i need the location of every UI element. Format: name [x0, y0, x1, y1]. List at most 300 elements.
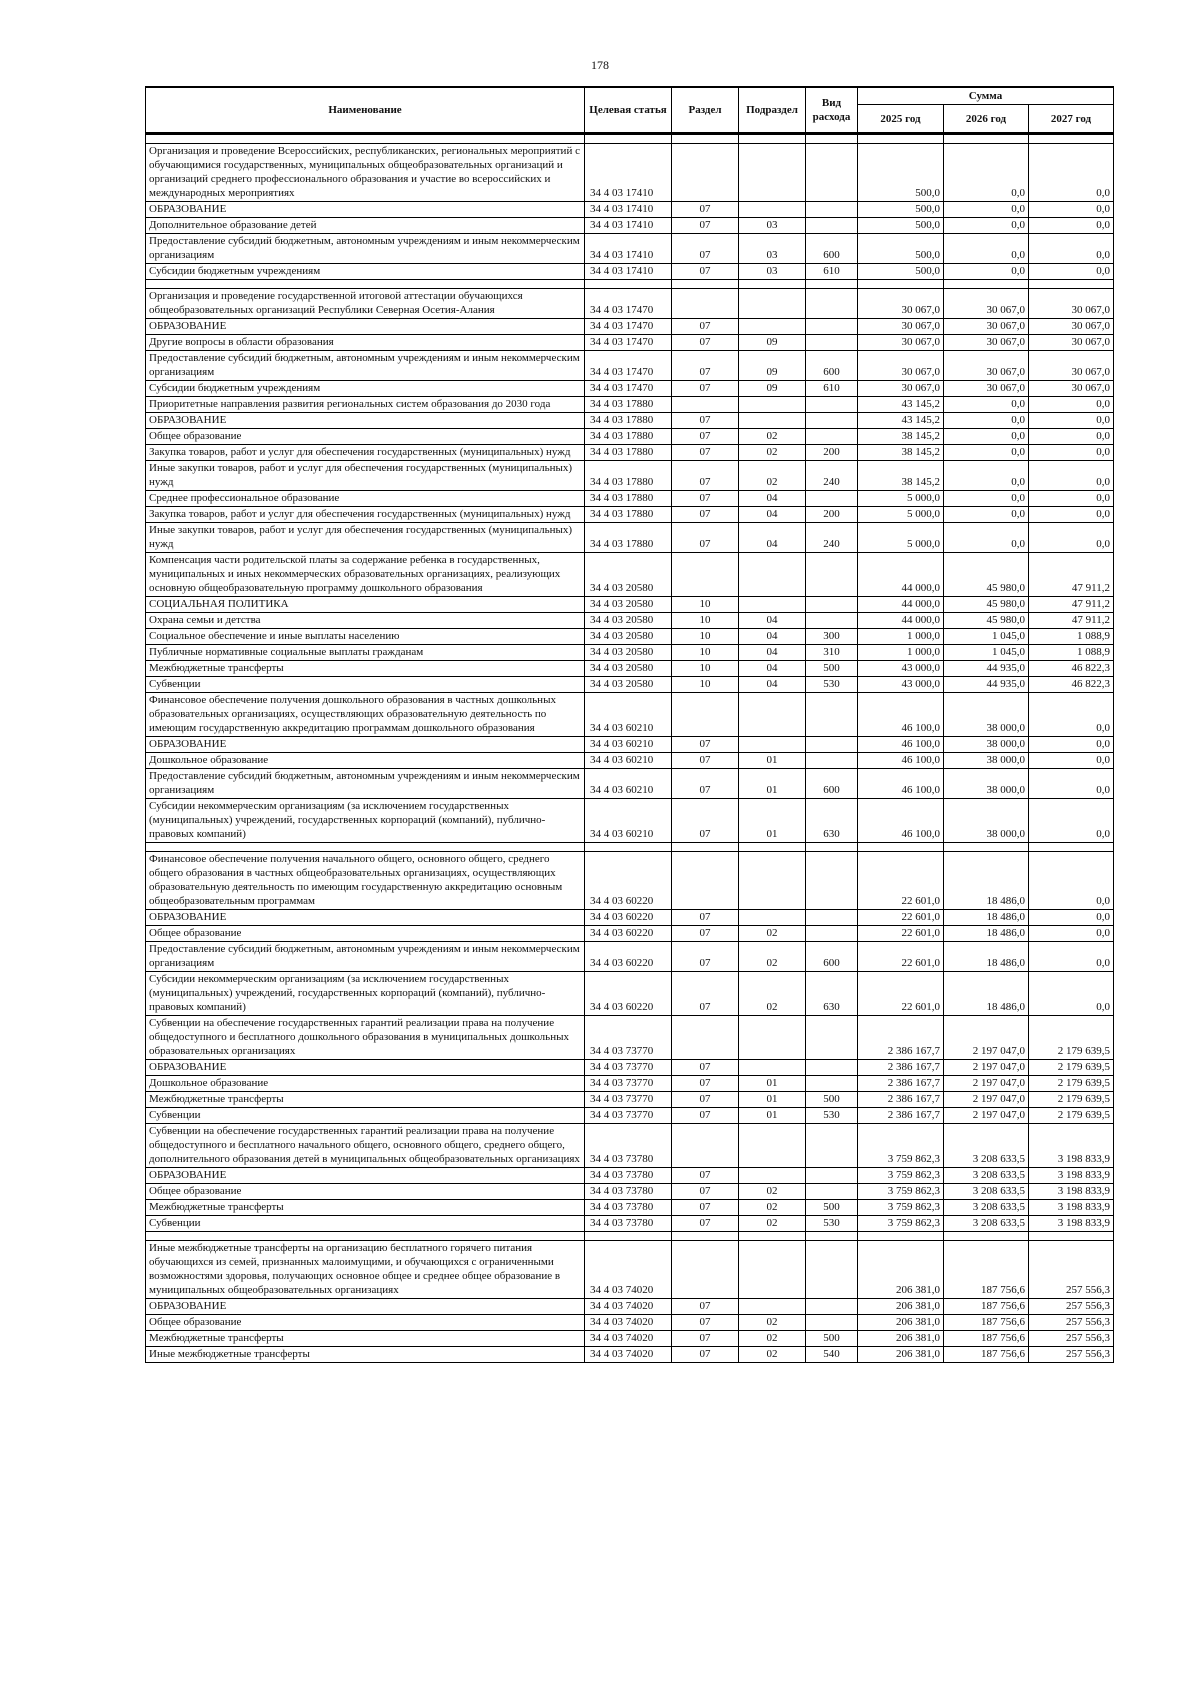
row-expense-type [806, 202, 858, 218]
spacer-cell [146, 1232, 585, 1241]
row-target-article: 34 4 03 17880 [585, 445, 672, 461]
row-section: 07 [672, 753, 739, 769]
row-amount-2025: 500,0 [858, 264, 944, 280]
row-amount-2026: 0,0 [944, 507, 1029, 523]
row-target-article: 34 4 03 17470 [585, 351, 672, 381]
row-target-article: 34 4 03 74020 [585, 1315, 672, 1331]
row-amount-2027: 30 067,0 [1029, 335, 1114, 351]
row-name: Субсидии некоммерческим организациям (за исключением государственных (муниципальных) учреждений, государственных корпораций (компаний), публично-правовых компаний) [146, 799, 585, 843]
row-target-article: 34 4 03 73770 [585, 1016, 672, 1060]
row-amount-2026: 0,0 [944, 144, 1029, 202]
row-section: 07 [672, 942, 739, 972]
row-subsection [739, 553, 806, 597]
row-amount-2025: 5 000,0 [858, 523, 944, 553]
row-expense-type [806, 737, 858, 753]
row-amount-2026: 187 756,6 [944, 1299, 1029, 1315]
row-target-article: 34 4 03 17880 [585, 461, 672, 491]
row-target-article: 34 4 03 60220 [585, 852, 672, 910]
row-name: Дошкольное образование [146, 1076, 585, 1092]
row-name: Иные закупки товаров, работ и услуг для обеспечения государственных (муниципальных) нужд [146, 461, 585, 491]
row-name: Субвенции на обеспечение государственных гарантий реализации права на получение общедоступного и бесплатного дошкольного образования в муниципальных дошкольных образовательных организациях [146, 1016, 585, 1060]
table-row [146, 461, 1114, 491]
row-subsection [739, 202, 806, 218]
row-target-article: 34 4 03 60220 [585, 972, 672, 1016]
row-amount-2025: 500,0 [858, 144, 944, 202]
row-name: Среднее профессиональное образование [146, 491, 585, 507]
row-name: Общее образование [146, 1315, 585, 1331]
table-row [146, 397, 1114, 413]
row-target-article: 34 4 03 17880 [585, 397, 672, 413]
table-row [146, 335, 1114, 351]
row-amount-2027: 0,0 [1029, 972, 1114, 1016]
row-name: Организация и проведение Всероссийских, республиканских, региональных мероприятий с обучающимися государственных, муниципальных общеобразовательных организаций и организаций среднего профессионального образования и участие во всероссийских и международных мероприятиях [146, 144, 585, 202]
table-row [146, 1331, 1114, 1347]
row-amount-2026: 30 067,0 [944, 335, 1029, 351]
row-target-article: 34 4 03 17410 [585, 218, 672, 234]
table-row [146, 202, 1114, 218]
row-name: Социальное обеспечение и иные выплаты населению [146, 629, 585, 645]
row-target-article: 34 4 03 17880 [585, 413, 672, 429]
row-subsection: 02 [739, 461, 806, 491]
spacer-cell [1029, 134, 1114, 144]
table-row [146, 1184, 1114, 1200]
table-row [146, 677, 1114, 693]
row-name: Межбюджетные трансферты [146, 1092, 585, 1108]
row-expense-type [806, 144, 858, 202]
spacer-cell [672, 280, 739, 289]
row-target-article: 34 4 03 20580 [585, 645, 672, 661]
row-section: 07 [672, 972, 739, 1016]
row-name: Субсидии некоммерческим организациям (за исключением государственных (муниципальных) учреждений, государственных корпораций (компаний), публично-правовых компаний) [146, 972, 585, 1016]
row-amount-2026: 0,0 [944, 264, 1029, 280]
row-amount-2027: 0,0 [1029, 202, 1114, 218]
row-amount-2027: 257 556,3 [1029, 1331, 1114, 1347]
table-row [146, 910, 1114, 926]
row-expense-type: 500 [806, 661, 858, 677]
row-subsection: 02 [739, 1315, 806, 1331]
row-name: Дошкольное образование [146, 753, 585, 769]
row-subsection: 01 [739, 799, 806, 843]
row-expense-type: 600 [806, 769, 858, 799]
row-name: ОБРАЗОВАНИЕ [146, 737, 585, 753]
row-section: 07 [672, 234, 739, 264]
row-amount-2027: 0,0 [1029, 737, 1114, 753]
row-target-article: 34 4 03 17410 [585, 202, 672, 218]
row-amount-2026: 30 067,0 [944, 381, 1029, 397]
row-section: 07 [672, 769, 739, 799]
row-expense-type: 610 [806, 381, 858, 397]
spacer-cell [806, 134, 858, 144]
row-amount-2027: 2 179 639,5 [1029, 1060, 1114, 1076]
table-row [146, 351, 1114, 381]
row-section: 07 [672, 1184, 739, 1200]
header-expense-type: Вид расхода [806, 87, 858, 134]
row-subsection: 02 [739, 1347, 806, 1363]
row-amount-2025: 2 386 167,7 [858, 1076, 944, 1092]
row-section [672, 553, 739, 597]
row-subsection [739, 737, 806, 753]
row-amount-2025: 2 386 167,7 [858, 1016, 944, 1060]
table-row [146, 769, 1114, 799]
row-subsection: 09 [739, 335, 806, 351]
row-name: Межбюджетные трансферты [146, 1331, 585, 1347]
row-expense-type: 610 [806, 264, 858, 280]
table-row [146, 926, 1114, 942]
row-spacer [146, 1232, 1114, 1241]
row-section: 10 [672, 661, 739, 677]
row-expense-type [806, 335, 858, 351]
row-amount-2025: 46 100,0 [858, 693, 944, 737]
row-amount-2026: 187 756,6 [944, 1347, 1029, 1363]
row-subsection: 02 [739, 1200, 806, 1216]
header-name: Наименование [146, 87, 585, 134]
row-subsection: 04 [739, 491, 806, 507]
table-row [146, 381, 1114, 397]
row-amount-2027: 0,0 [1029, 852, 1114, 910]
row-expense-type [806, 613, 858, 629]
row-amount-2025: 43 145,2 [858, 413, 944, 429]
row-amount-2027: 0,0 [1029, 693, 1114, 737]
table-row [146, 799, 1114, 843]
row-subsection: 01 [739, 1092, 806, 1108]
table-row [146, 1347, 1114, 1363]
table-row [146, 629, 1114, 645]
row-section: 07 [672, 1299, 739, 1315]
row-name: Межбюджетные трансферты [146, 661, 585, 677]
header-year-2025: 2025 год [858, 105, 944, 134]
row-target-article: 34 4 03 17880 [585, 507, 672, 523]
row-amount-2027: 2 179 639,5 [1029, 1092, 1114, 1108]
row-target-article: 34 4 03 73770 [585, 1108, 672, 1124]
table-row [146, 613, 1114, 629]
row-amount-2027: 0,0 [1029, 926, 1114, 942]
row-amount-2026: 38 000,0 [944, 737, 1029, 753]
row-amount-2025: 30 067,0 [858, 351, 944, 381]
row-subsection: 01 [739, 1076, 806, 1092]
table-row [146, 1200, 1114, 1216]
row-amount-2026: 0,0 [944, 413, 1029, 429]
row-target-article: 34 4 03 74020 [585, 1299, 672, 1315]
row-name: Закупка товаров, работ и услуг для обеспечения государственных (муниципальных) нужд [146, 507, 585, 523]
row-section: 07 [672, 1108, 739, 1124]
row-target-article: 34 4 03 73770 [585, 1092, 672, 1108]
row-section: 07 [672, 799, 739, 843]
row-target-article: 34 4 03 17880 [585, 523, 672, 553]
row-amount-2027: 0,0 [1029, 397, 1114, 413]
row-subsection [739, 144, 806, 202]
table-row [146, 1108, 1114, 1124]
row-section: 07 [672, 507, 739, 523]
row-name: Финансовое обеспечение получения начального общего, основного общего, среднего общего образования в частных общеобразовательных организациях, осуществляющих образовательную деятельность по имеющим государственную аккредитацию основным общеобразовательным программам [146, 852, 585, 910]
row-amount-2025: 44 000,0 [858, 597, 944, 613]
row-target-article: 34 4 03 17410 [585, 234, 672, 264]
row-amount-2027: 0,0 [1029, 507, 1114, 523]
row-subsection: 04 [739, 613, 806, 629]
row-amount-2027: 30 067,0 [1029, 381, 1114, 397]
row-expense-type: 200 [806, 507, 858, 523]
spacer-cell [806, 280, 858, 289]
row-target-article: 34 4 03 60220 [585, 910, 672, 926]
spacer-cell [1029, 280, 1114, 289]
spacer-cell [146, 280, 585, 289]
row-expense-type [806, 597, 858, 613]
spacer-cell [739, 1232, 806, 1241]
row-expense-type: 200 [806, 445, 858, 461]
row-name: Иные межбюджетные трансферты на организацию бесплатного горячего питания обучающихся из семей, признанных малоимущими, и обучающихся с ограниченными возможностями здоровья, получающих основное общее и среднее общее образование в муниципальных общеобразовательных организациях [146, 1241, 585, 1299]
row-amount-2025: 22 601,0 [858, 942, 944, 972]
row-target-article: 34 4 03 17470 [585, 319, 672, 335]
row-target-article: 34 4 03 17410 [585, 264, 672, 280]
row-amount-2026: 0,0 [944, 202, 1029, 218]
row-target-article: 34 4 03 60210 [585, 753, 672, 769]
row-name: Финансовое обеспечение получения дошкольного образования в частных дошкольных образовательных организациях, осуществляющих образовательную деятельность по имеющим государственную аккредитацию программам дошкольного образования [146, 693, 585, 737]
row-amount-2025: 206 381,0 [858, 1331, 944, 1347]
row-amount-2025: 3 759 862,3 [858, 1124, 944, 1168]
row-name: Субсидии бюджетным учреждениям [146, 381, 585, 397]
row-expense-type [806, 289, 858, 319]
row-amount-2026: 18 486,0 [944, 972, 1029, 1016]
row-section: 07 [672, 218, 739, 234]
row-name: Закупка товаров, работ и услуг для обеспечения государственных (муниципальных) нужд [146, 445, 585, 461]
row-target-article: 34 4 03 17470 [585, 335, 672, 351]
row-amount-2027: 2 179 639,5 [1029, 1076, 1114, 1092]
row-name: Субвенции [146, 1216, 585, 1232]
row-amount-2027: 2 179 639,5 [1029, 1108, 1114, 1124]
row-expense-type: 530 [806, 677, 858, 693]
row-spacer [146, 843, 1114, 852]
row-amount-2027: 0,0 [1029, 429, 1114, 445]
row-name: ОБРАЗОВАНИЕ [146, 202, 585, 218]
spacer-cell [585, 134, 672, 144]
row-name: Охрана семьи и детства [146, 613, 585, 629]
row-amount-2026: 187 756,6 [944, 1241, 1029, 1299]
row-amount-2026: 2 197 047,0 [944, 1092, 1029, 1108]
spacer-cell [944, 1232, 1029, 1241]
row-target-article: 34 4 03 60220 [585, 926, 672, 942]
row-amount-2026: 38 000,0 [944, 753, 1029, 769]
row-target-article: 34 4 03 17880 [585, 429, 672, 445]
header-sum: Сумма [858, 87, 1114, 105]
row-amount-2027: 3 198 833,9 [1029, 1184, 1114, 1200]
table-row [146, 942, 1114, 972]
row-amount-2026: 0,0 [944, 523, 1029, 553]
row-amount-2025: 5 000,0 [858, 507, 944, 523]
row-name: ОБРАЗОВАНИЕ [146, 413, 585, 429]
row-name: ОБРАЗОВАНИЕ [146, 910, 585, 926]
row-expense-type [806, 693, 858, 737]
row-name: ОБРАЗОВАНИЕ [146, 1299, 585, 1315]
row-expense-type [806, 1016, 858, 1060]
row-subsection: 03 [739, 264, 806, 280]
row-section: 07 [672, 491, 739, 507]
row-target-article: 34 4 03 60220 [585, 942, 672, 972]
row-amount-2025: 22 601,0 [858, 972, 944, 1016]
row-section: 07 [672, 381, 739, 397]
row-expense-type [806, 1241, 858, 1299]
row-amount-2026: 187 756,6 [944, 1331, 1029, 1347]
row-amount-2027: 257 556,3 [1029, 1315, 1114, 1331]
table-row [146, 413, 1114, 429]
row-expense-type [806, 753, 858, 769]
table-row [146, 852, 1114, 910]
table-row [146, 218, 1114, 234]
row-amount-2027: 3 198 833,9 [1029, 1168, 1114, 1184]
row-target-article: 34 4 03 73780 [585, 1168, 672, 1184]
row-amount-2027: 3 198 833,9 [1029, 1124, 1114, 1168]
row-target-article: 34 4 03 73780 [585, 1216, 672, 1232]
row-amount-2026: 18 486,0 [944, 852, 1029, 910]
row-amount-2025: 30 067,0 [858, 335, 944, 351]
row-amount-2026: 0,0 [944, 397, 1029, 413]
spacer-cell [146, 843, 585, 852]
table-row [146, 429, 1114, 445]
row-target-article: 34 4 03 20580 [585, 613, 672, 629]
row-subsection: 02 [739, 1216, 806, 1232]
row-amount-2026: 2 197 047,0 [944, 1060, 1029, 1076]
table-row [146, 597, 1114, 613]
row-amount-2025: 38 145,2 [858, 429, 944, 445]
row-section: 07 [672, 202, 739, 218]
row-subsection: 02 [739, 942, 806, 972]
row-expense-type [806, 1076, 858, 1092]
row-amount-2025: 2 386 167,7 [858, 1060, 944, 1076]
row-amount-2027: 0,0 [1029, 445, 1114, 461]
row-target-article: 34 4 03 20580 [585, 629, 672, 645]
row-section [672, 1241, 739, 1299]
row-amount-2025: 2 386 167,7 [858, 1092, 944, 1108]
table-row [146, 693, 1114, 737]
row-amount-2026: 0,0 [944, 461, 1029, 491]
row-subsection: 04 [739, 629, 806, 645]
row-amount-2027: 0,0 [1029, 144, 1114, 202]
row-amount-2026: 3 208 633,5 [944, 1184, 1029, 1200]
row-name: Предоставление субсидий бюджетным, автономным учреждениям и иным некоммерческим организациям [146, 234, 585, 264]
table-row [146, 1092, 1114, 1108]
row-section: 10 [672, 597, 739, 613]
row-name: Организация и проведение государственной итоговой аттестации обучающихся общеобразовательных организаций Республики Северная Осетия-Алания [146, 289, 585, 319]
row-amount-2026: 3 208 633,5 [944, 1200, 1029, 1216]
row-amount-2025: 206 381,0 [858, 1241, 944, 1299]
row-amount-2026: 2 197 047,0 [944, 1076, 1029, 1092]
row-amount-2027: 0,0 [1029, 413, 1114, 429]
table-row [146, 319, 1114, 335]
row-amount-2027: 0,0 [1029, 523, 1114, 553]
spacer-cell [672, 1232, 739, 1241]
row-amount-2026: 18 486,0 [944, 910, 1029, 926]
table-row [146, 1315, 1114, 1331]
row-expense-type [806, 1315, 858, 1331]
row-amount-2026: 45 980,0 [944, 613, 1029, 629]
row-section: 07 [672, 1331, 739, 1347]
row-target-article: 34 4 03 20580 [585, 677, 672, 693]
row-amount-2026: 0,0 [944, 234, 1029, 264]
row-subsection: 01 [739, 753, 806, 769]
row-amount-2027: 257 556,3 [1029, 1241, 1114, 1299]
row-subsection [739, 693, 806, 737]
row-amount-2025: 206 381,0 [858, 1347, 944, 1363]
spacer-cell [858, 280, 944, 289]
row-amount-2026: 38 000,0 [944, 693, 1029, 737]
row-section: 07 [672, 264, 739, 280]
row-expense-type [806, 1184, 858, 1200]
row-target-article: 34 4 03 73780 [585, 1200, 672, 1216]
row-section: 10 [672, 677, 739, 693]
row-expense-type: 530 [806, 1216, 858, 1232]
row-expense-type: 600 [806, 234, 858, 264]
table-row [146, 1076, 1114, 1092]
row-amount-2026: 38 000,0 [944, 769, 1029, 799]
header-subsection: Подраздел [739, 87, 806, 134]
row-amount-2025: 30 067,0 [858, 381, 944, 397]
row-amount-2025: 46 100,0 [858, 799, 944, 843]
table-row [146, 445, 1114, 461]
row-name: Публичные нормативные социальные выплаты гражданам [146, 645, 585, 661]
row-amount-2026: 0,0 [944, 445, 1029, 461]
row-expense-type [806, 319, 858, 335]
row-section [672, 144, 739, 202]
row-amount-2027: 47 911,2 [1029, 553, 1114, 597]
row-amount-2026: 3 208 633,5 [944, 1168, 1029, 1184]
row-amount-2025: 3 759 862,3 [858, 1184, 944, 1200]
spacer-cell [944, 843, 1029, 852]
row-subsection: 09 [739, 381, 806, 397]
row-amount-2025: 3 759 862,3 [858, 1168, 944, 1184]
row-expense-type [806, 553, 858, 597]
row-amount-2027: 0,0 [1029, 234, 1114, 264]
row-amount-2026: 1 045,0 [944, 629, 1029, 645]
row-amount-2025: 44 000,0 [858, 553, 944, 597]
row-subsection: 09 [739, 351, 806, 381]
row-amount-2025: 38 145,2 [858, 461, 944, 491]
header-year-2027: 2027 год [1029, 105, 1114, 134]
row-target-article: 34 4 03 60210 [585, 769, 672, 799]
row-amount-2025: 44 000,0 [858, 613, 944, 629]
row-target-article: 34 4 03 74020 [585, 1241, 672, 1299]
budget-table [145, 86, 1114, 1363]
row-subsection: 01 [739, 1108, 806, 1124]
table-row [146, 737, 1114, 753]
row-amount-2027: 30 067,0 [1029, 319, 1114, 335]
row-section: 07 [672, 429, 739, 445]
row-amount-2025: 38 145,2 [858, 445, 944, 461]
spacer-cell [585, 843, 672, 852]
spacer-cell [806, 1232, 858, 1241]
row-amount-2027: 3 198 833,9 [1029, 1216, 1114, 1232]
page-number: 178 [591, 58, 609, 72]
row-section: 07 [672, 1076, 739, 1092]
row-subsection [739, 1060, 806, 1076]
table-row [146, 144, 1114, 202]
table-body [146, 134, 1114, 1363]
row-expense-type [806, 852, 858, 910]
row-target-article: 34 4 03 60210 [585, 693, 672, 737]
row-section: 07 [672, 335, 739, 351]
row-subsection [739, 1016, 806, 1060]
row-subsection: 02 [739, 1331, 806, 1347]
row-amount-2026: 30 067,0 [944, 319, 1029, 335]
row-amount-2025: 500,0 [858, 234, 944, 264]
row-subsection: 04 [739, 523, 806, 553]
row-subsection [739, 1299, 806, 1315]
row-subsection [739, 852, 806, 910]
row-amount-2027: 0,0 [1029, 753, 1114, 769]
row-subsection: 04 [739, 661, 806, 677]
row-section: 07 [672, 1347, 739, 1363]
row-target-article: 34 4 03 73770 [585, 1076, 672, 1092]
row-subsection: 02 [739, 1184, 806, 1200]
spacer-cell [672, 134, 739, 144]
spacer-cell [806, 843, 858, 852]
